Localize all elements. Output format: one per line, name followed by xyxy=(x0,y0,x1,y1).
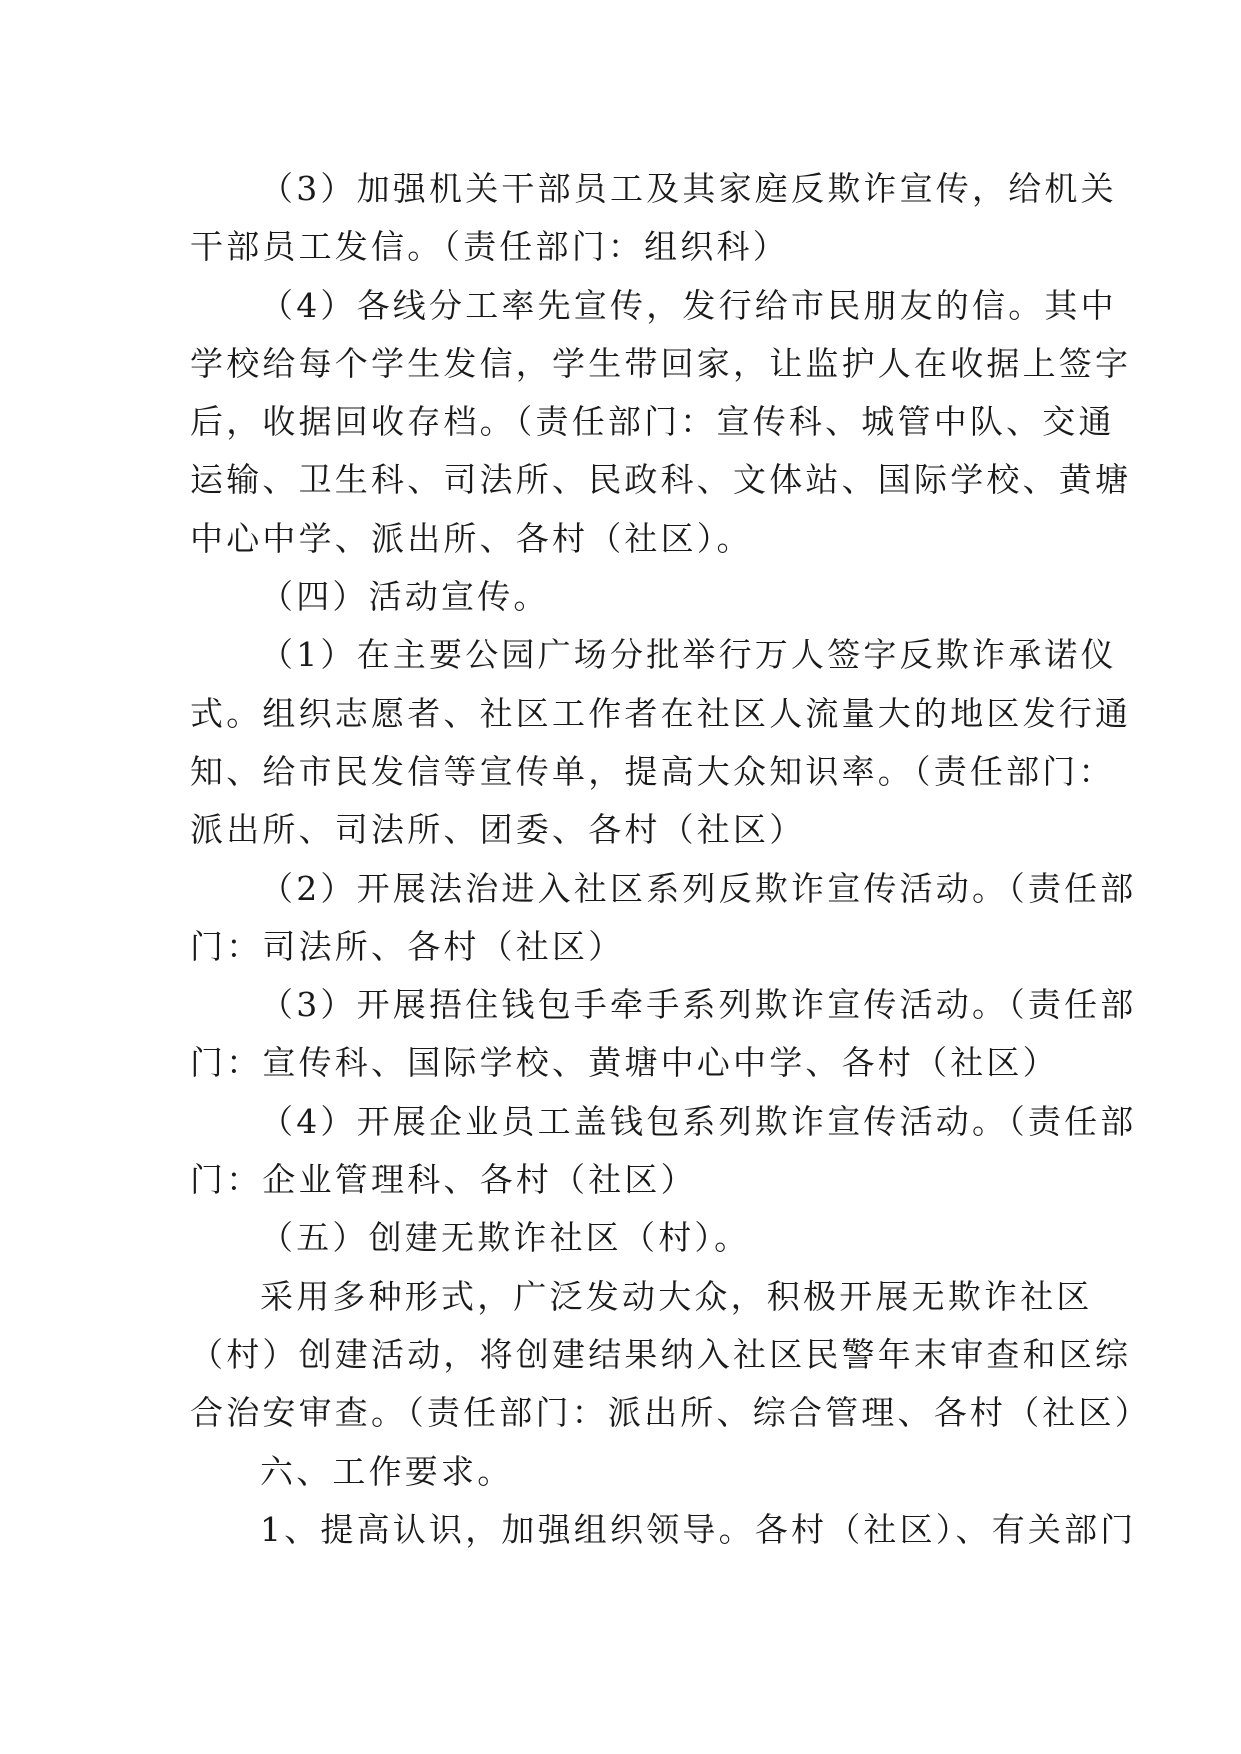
paragraph-line: 中心中学、派出所、各村（社区）。 xyxy=(190,518,753,558)
paragraph-line: 知、给市民发信等宣传单，提高大众知识率。（责任部门： xyxy=(190,751,1115,791)
section-heading: 六、工作要求。 xyxy=(260,1451,514,1491)
paragraph-line: （村）创建活动，将创建结果纳入社区民警年末审查和区综 xyxy=(190,1334,1132,1374)
document-body xyxy=(190,160,1151,1559)
paragraph-line: 采用多种形式，广泛发动大众，积极开展无欺诈社区 xyxy=(260,1276,1093,1316)
paragraph-line: （1）在主要公园广场分批举行万人签字反欺诈承诺仪 xyxy=(260,635,1117,675)
paragraph-line: （4）各线分工率先宣传，发行给市民朋友的信。其中 xyxy=(260,285,1117,325)
section-heading: （五）创建无欺诈社区（村）。 xyxy=(260,1218,751,1258)
paragraph-line: 学校给每个学生发信，学生带回家，让监护人在收据上签字 xyxy=(190,343,1132,383)
paragraph-line: 派出所、司法所、团委、各村（社区） xyxy=(190,810,806,850)
paragraph-line: 1、提高认识，加强组织领导。各村（社区）、有关部门 xyxy=(260,1509,1137,1549)
paragraph-line: 门：司法所、各村（社区） xyxy=(190,926,625,966)
paragraph-line: （2）开展法治进入社区系列反欺诈宣传活动。（责任部 xyxy=(260,868,1137,908)
paragraph-line: （4）开展企业员工盖钱包系列欺诈宣传活动。（责任部 xyxy=(260,1101,1137,1141)
section-heading: （四）活动宣传。 xyxy=(260,577,550,617)
paragraph-line: 运输、卫生科、司法所、民政科、文体站、国际学校、黄塘 xyxy=(190,460,1132,500)
paragraph-line: 后，收据回收存档。（责任部门：宣传科、城管中队、交通 xyxy=(190,402,1115,442)
paragraph-line: 干部员工发信。（责任部门：组织科） xyxy=(190,227,789,267)
paragraph-line: （3）加强机关干部员工及其家庭反欺诈宣传，给机关 xyxy=(260,169,1117,208)
paragraph-line: 式。组织志愿者、社区工作者在社区人流量大的地区发行通 xyxy=(190,693,1132,733)
paragraph-line: （3）开展捂住钱包手牵手系列欺诈宣传活动。（责任部 xyxy=(260,985,1137,1025)
paragraph-line: 合治安审查。（责任部门：派出所、综合管理、各村（社区） xyxy=(190,1393,1151,1433)
paragraph-line: 门：企业管理科、各村（社区） xyxy=(190,1160,697,1200)
paragraph-line: 门：宣传科、国际学校、黄塘中心中学、各村（社区） xyxy=(190,1043,1059,1083)
